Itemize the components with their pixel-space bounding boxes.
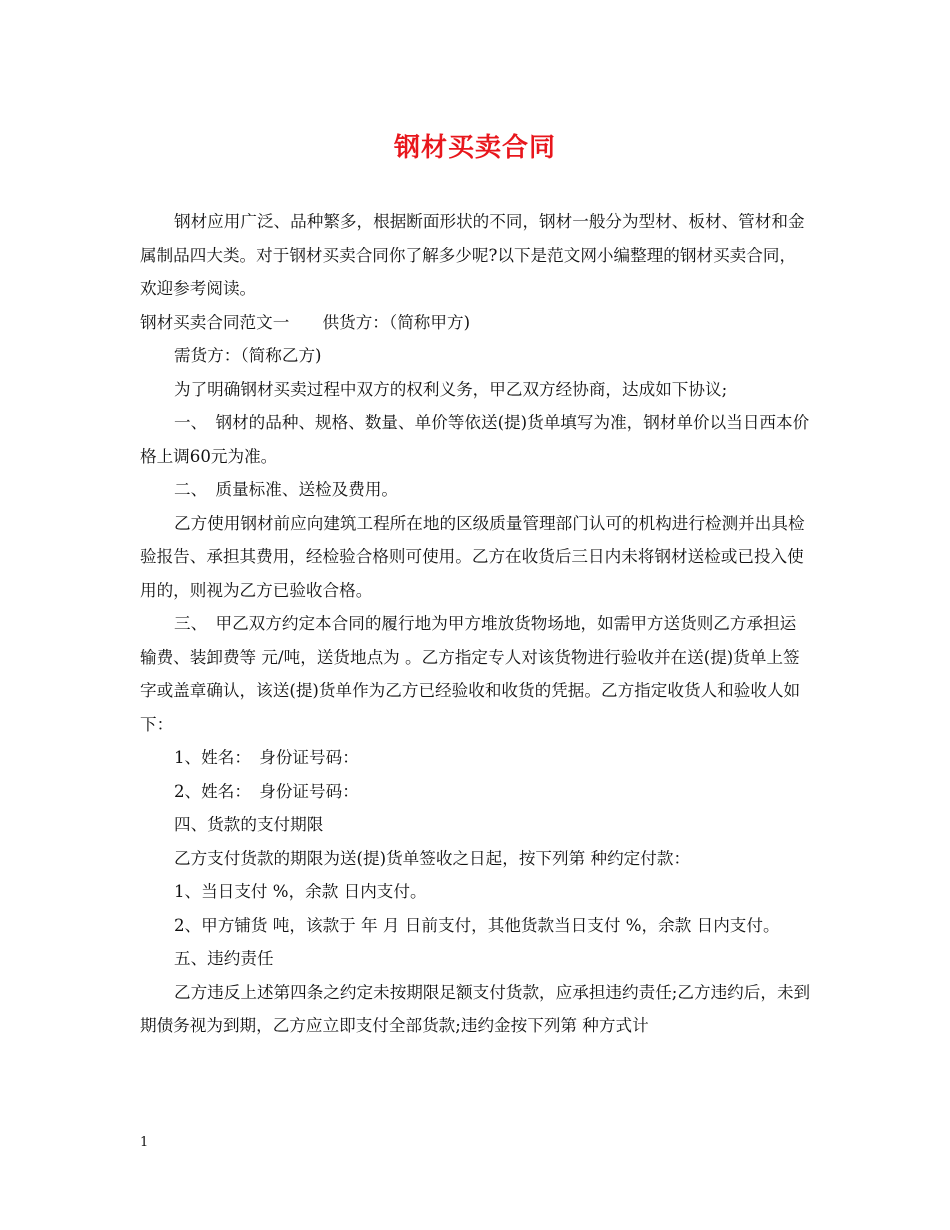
paragraph: 五、违约责任 (174, 949, 274, 968)
paragraph: 为了明确钢材买卖过程中双方的权利义务，甲乙双方经协商，达成如下协议; (174, 379, 728, 399)
page-number: 1 (140, 1135, 149, 1150)
paragraph: 一、 钢材的品种、规格、数量、单价等依送(提)货单填写为准，钢材单价以当日西本价格上调60元为准。 (140, 413, 810, 466)
paragraph: 乙方使用钢材前应向建筑工程所在地的区级质量管理部门认可的机构进行检测并出具检验报告、承担其费用，经检验合格则可使用。乙方在收货后三日内未将钢材送检或已投入使用的，则视为乙方已验收合格。 (140, 513, 805, 600)
paragraph: 2、甲方铺货 吨，该款于 年 月 日前支付，其他货款当日支付 %，余款 日内支付。 (174, 915, 780, 935)
paragraph: 钢材买卖合同范文一 供货方：（简称甲方) (140, 312, 471, 332)
paragraph: 需货方：（简称乙方) (174, 346, 322, 365)
paragraph: 四、货款的支付期限 (174, 815, 324, 834)
paragraph: 1、姓名： 身份证号码： (174, 748, 359, 767)
paragraph: 三、 甲乙双方约定本合同的履行地为甲方堆放货物场地，如需甲方送货则乙方承担运输费、装卸费等 元/吨，送货地点为 。乙方指定专人对该货物进行验收并在送(提)货单上签字或盖章确认，该送(提)货单作为乙方已经验收和收货的凭据。乙方指定收货人和验收人如下： (140, 614, 801, 734)
document-body (140, 205, 812, 1043)
paragraph: 钢材应用广泛、品种繁多，根据断面形状的不同，钢材一般分为型材、板材、管材和金属制品四大类。对于钢材买卖合同你了解多少呢?以下是范文网小编整理的钢材买卖合同，欢迎参考阅读。 (140, 212, 805, 298)
document-title: 钢材买卖合同 (393, 133, 556, 163)
paragraph: 二、 质量标准、送检及费用。 (174, 480, 399, 499)
paragraph: 乙方违反上述第四条之约定未按期限足额支付货款，应承担违约责任;乙方违约后，未到期债务视为到期，乙方应立即支付全部货款;违约金按下列第 种方式计 (140, 982, 811, 1035)
paragraph: 1、当日支付 %，余款 日内支付。 (174, 882, 427, 901)
paragraph: 乙方支付货款的期限为送(提)货单签收之日起，按下列第 种约定付款： (174, 848, 691, 868)
paragraph: 2、姓名： 身份证号码： (174, 781, 359, 801)
